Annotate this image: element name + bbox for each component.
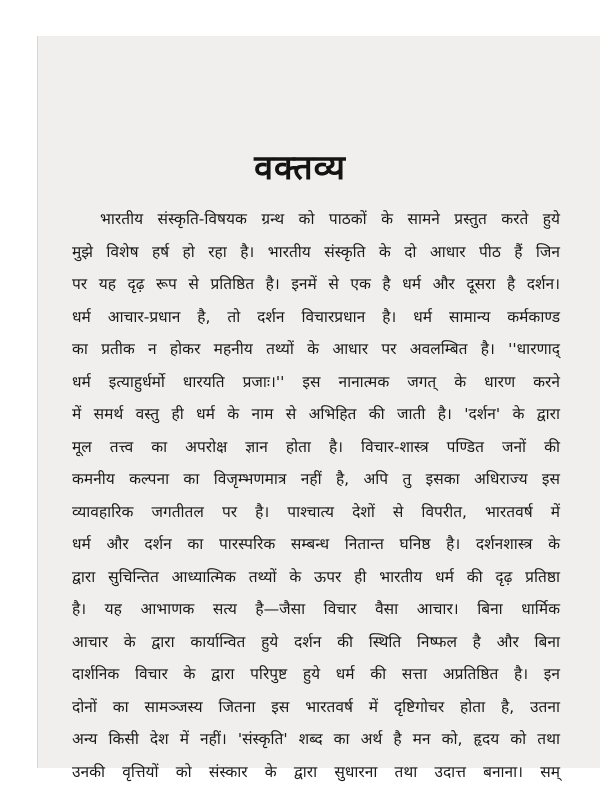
text-line: उनकी वृत्तियों को संस्कार के द्वारा सुधारना तथा उदात्त बनाना। सम् (72, 762, 560, 781)
text-line: व्यावहारिक जगतीतल पर है। पाश्चात्य देशों से विपरीत, भारतवर्ष में (72, 502, 560, 521)
text-line: भारतीय संस्कृति-विषयक ग्रन्थ को पाठकों के सामने प्रस्तुत करते हुये (100, 210, 560, 228)
text-line: में समर्थ वस्तु ही धर्म के नाम से अभिहित की जाती है। 'दर्शन' के द्वारा (72, 405, 560, 423)
text-line: पर यह दृढ़ रूप से प्रतिष्ठित है। इनमें से एक है धर्म और दूसरा है दर्शन। (72, 275, 560, 293)
text-line: आचार के द्वारा कार्यान्वित हुये दर्शन की स्थिति निष्फल है और बिना (72, 632, 560, 651)
text-line: कमनीय कल्पना का विजृम्भणमात्र नहीं है, अपि तु इसका अधिराज्य इस (72, 470, 560, 488)
text-line: अन्य किसी देश में नहीं। 'संस्कृति' शब्द का अर्थ है मन को, हृदय को तथा (72, 730, 560, 748)
text-line: है। यह आभाणक सत्य है—जैसा विचार वैसा आचार। बिना धार्मिक (72, 600, 560, 618)
text-line: द्वारा सुचिन्तित आध्यात्मिक तथ्यों के ऊपर ही भारतीय धर्म की दृढ़ प्रतिष्ठा (72, 567, 560, 586)
text-line: मूल तत्त्व का अपरोक्ष ज्ञान होता है। विचार-शास्त्र पण्डित जनों की (72, 437, 560, 456)
text-line: धर्म इत्याहुर्धर्मो धारयति प्रजाः।'' इस नानात्मक जगत् के धारण करने (72, 372, 560, 391)
text-line: का प्रतीक न होकर महनीय तथ्यों के आधार पर अवलम्बित है। ''धारणाद् (72, 340, 560, 358)
text-line: मुझे विशेष हर्ष हो रहा है। भारतीय संस्कृति के दो आधार पीठ हैं जिन (72, 242, 560, 261)
page-title: वक्तव्य (254, 147, 346, 188)
text-line: दोनों का सामञ्जस्य जितना इस भारतवर्ष में दृष्टिगोचर होता है, उतना (72, 697, 560, 716)
text-line: धर्म और दर्शन का पारस्परिक सम्बन्ध नितान्त घनिष्ठ है। दर्शनशास्त्र के (72, 535, 560, 553)
text-line: दार्शनिक विचार के द्वारा परिपुष्ट हुये धर्म की सत्ता अप्रतिष्ठित है। इन (72, 665, 560, 683)
body-paragraph (72, 203, 560, 788)
text-line: धर्म आचार-प्रधान है, तो दर्शन विचारप्रधान है। धर्म सामान्य कर्मकाण्ड (72, 307, 560, 326)
